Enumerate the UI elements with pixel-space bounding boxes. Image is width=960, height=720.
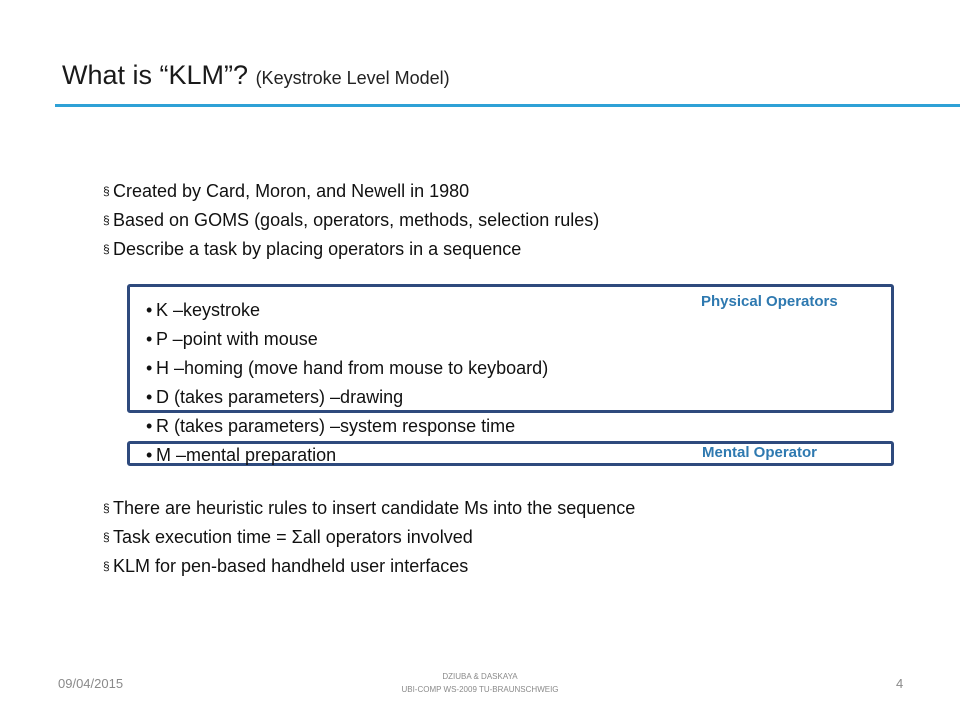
list-item: [146, 354, 548, 383]
list-item: [146, 441, 548, 470]
bullet-dot: •: [146, 300, 153, 320]
operator-text: D (takes parameters) –drawing: [156, 387, 404, 407]
bullet-text: KLM for pen-based handheld user interfaces: [113, 556, 469, 576]
footer-credits: [330, 670, 630, 696]
intro-bullet-list: [103, 177, 599, 264]
title-text: What is “KLM”?: [62, 60, 249, 90]
bullet-dot: •: [146, 387, 153, 407]
operator-text: M –mental preparation: [156, 445, 337, 465]
list-item: [146, 325, 548, 354]
bullet-text: Created by Card, Moron, and Newell in 1980: [113, 181, 470, 201]
operator-list: [146, 296, 548, 470]
bullet-text: There are heuristic rules to insert candidate Ms into the sequence: [113, 498, 636, 518]
list-item: [103, 523, 635, 552]
bullet-marker: §: [103, 184, 110, 198]
bullet-marker: §: [103, 530, 110, 544]
footer-date: 09/04/2015: [58, 676, 124, 691]
operator-text: K –keystroke: [156, 300, 261, 320]
bullet-marker: §: [103, 242, 110, 256]
title-subtitle: (Keystroke Level Model): [255, 68, 450, 88]
list-item: [103, 206, 599, 235]
operator-text: H –homing (move hand from mouse to keyboard): [156, 358, 549, 378]
bullet-text: Describe a task by placing operators in a sequence: [113, 239, 522, 259]
summary-bullet-list: [103, 494, 635, 581]
list-item: [103, 552, 635, 581]
mental-operator-label: Mental Operator: [702, 444, 818, 461]
operator-text: R (takes parameters) –system response time: [156, 416, 516, 436]
operator-text: P –point with mouse: [156, 329, 318, 349]
list-item: [103, 177, 599, 206]
list-item: [103, 494, 635, 523]
bullet-marker: §: [103, 213, 110, 227]
bullet-dot: •: [146, 445, 153, 465]
bullet-dot: •: [146, 416, 153, 436]
bullet-text: Based on GOMS (goals, operators, methods, selection rules): [113, 210, 600, 230]
bullet-marker: §: [103, 501, 110, 515]
list-item: [146, 412, 548, 441]
physical-operators-label: Physical Operators: [701, 293, 838, 310]
footer-authors: DZIUBA & DASKAYA: [442, 672, 518, 681]
bullet-dot: •: [146, 358, 153, 378]
list-item: [146, 383, 548, 412]
bullet-marker: §: [103, 559, 110, 573]
list-item: [103, 235, 599, 264]
title-underline: [55, 104, 960, 107]
page-number: 4: [896, 676, 904, 691]
list-item: [146, 296, 548, 325]
footer-course: UBI-COMP WS-2009 TU-BRAUNSCHWEIG: [401, 685, 559, 694]
slide-title: [62, 60, 450, 91]
bullet-dot: •: [146, 329, 153, 349]
bullet-text: Task execution time = Σall operators involved: [113, 527, 473, 547]
